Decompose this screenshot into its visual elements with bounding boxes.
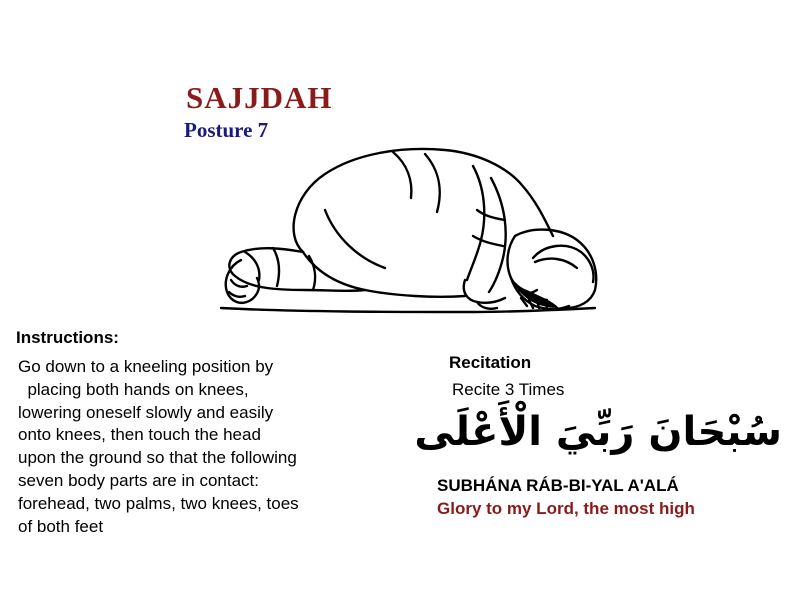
page-title: SAJJDAH <box>186 80 333 115</box>
recitation-heading: Recitation <box>449 353 532 372</box>
prostration-figure-illustration <box>215 140 630 325</box>
instructions-heading: Instructions: <box>16 328 119 347</box>
transliteration: SUBHÁNA RÁB-BI-YAL A'ALÁ <box>437 476 679 495</box>
translation: Glory to my Lord, the most high <box>437 499 695 518</box>
recitation-count: Recite 3 Times <box>452 380 565 399</box>
posture-subtitle: Posture 7 <box>184 118 269 142</box>
instructions-text: Go down to a kneeling position by placing both hands on knees, lowering oneself slowly and easily onto knees, then touch the head upon the ground so that the following seven body parts are in contact: forehead, two palms, two knees, toes of both feet <box>18 357 299 536</box>
arabic-recitation: سُبْحَانَ رَبِّيَ الْأَعْلَى <box>414 409 782 455</box>
